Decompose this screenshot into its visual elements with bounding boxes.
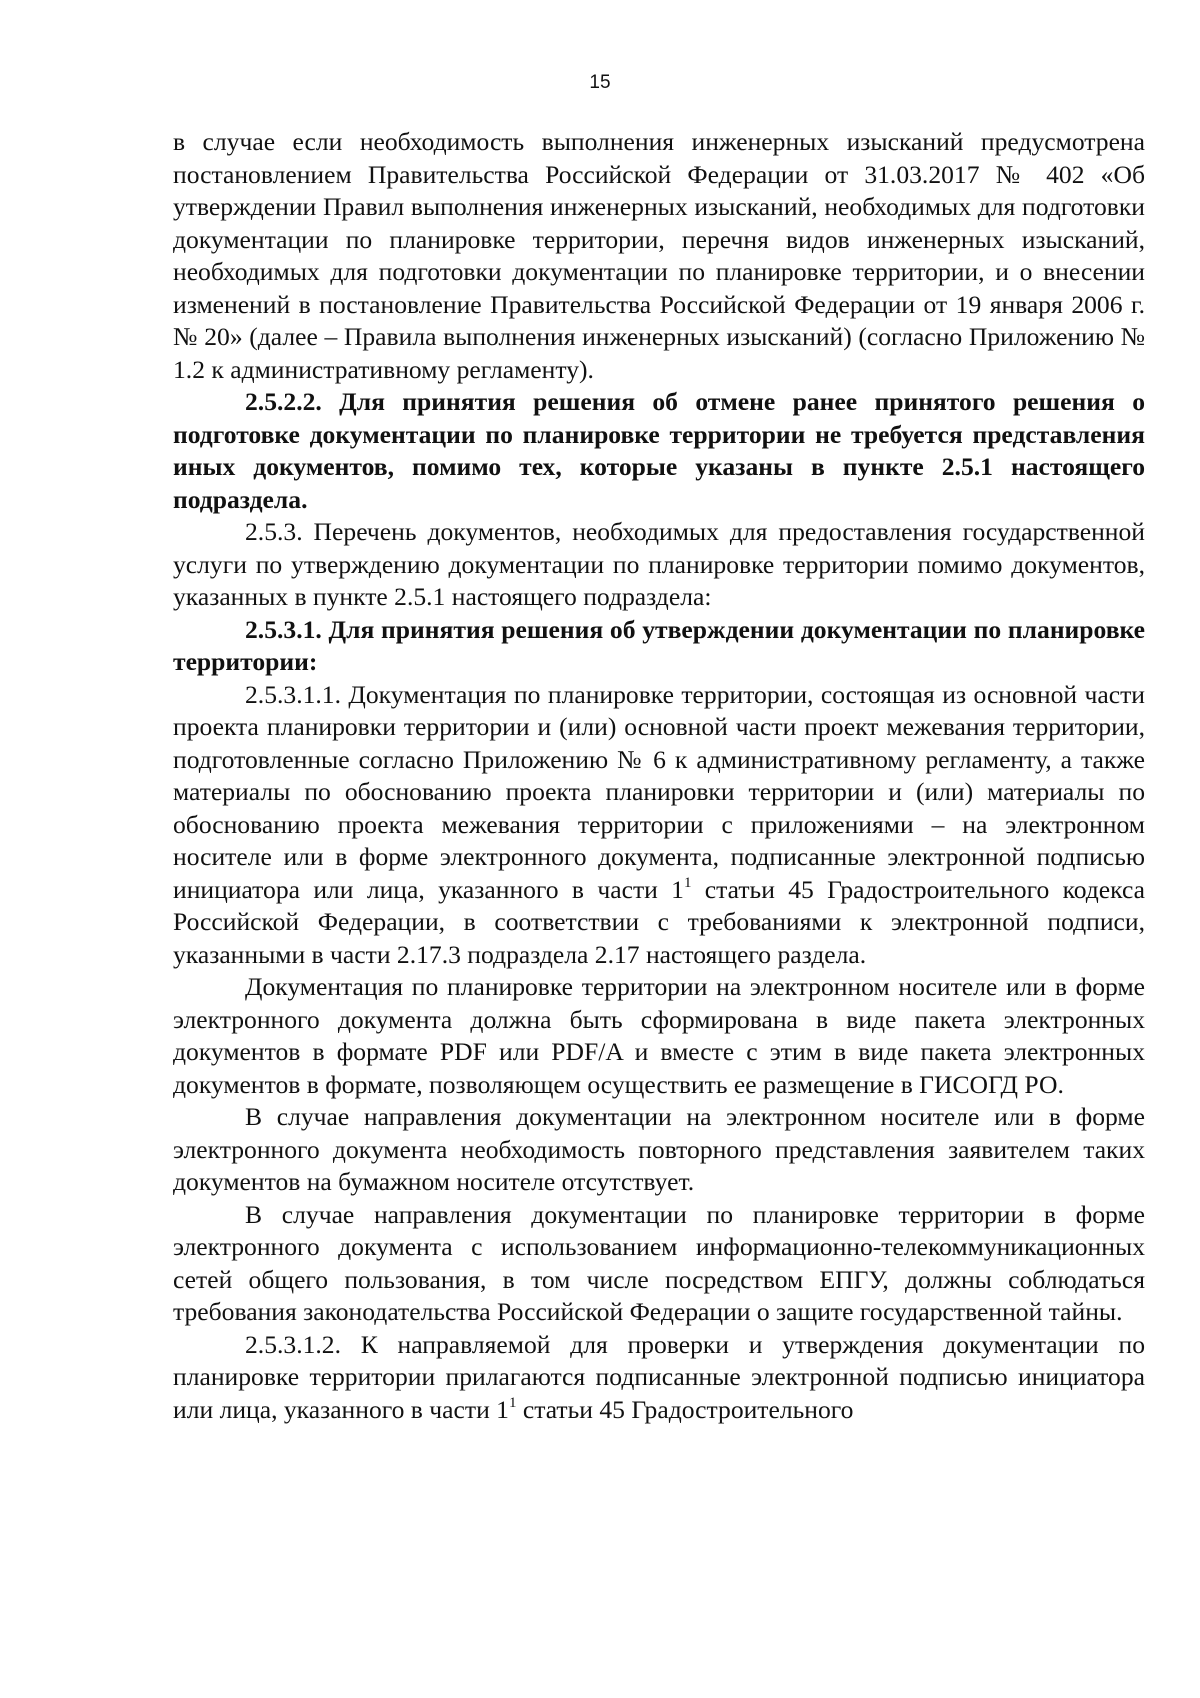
- paragraph-2-5-3-1-1-text-cont: статьи 45 Градостроительного кодекса Российской Федерации, в соответствии с требованиями к электронной подписи, указанными в части 2.17.3 подраздела 2.17 настоящего раздела.: [173, 874, 1145, 969]
- paragraph-2-5-3-1: 2.5.3.1. Для принятия решения об утверждении документации по планировке территории:: [173, 614, 1145, 676]
- superscript: 1: [508, 1394, 517, 1411]
- paragraph-2-5-3-1-1-text: 2.5.3.1.1. Документация по планировке территории, состоящая из основной части проекта планировки территории и (или) основной части проект межевания территории, подготовленные согласно Приложению № 6 к административному регламенту, а также материалы по обоснованию проекта планировки территории и (или) материалы по обоснованию проекта межевания территории с приложениями – на электронном носителе или в форме электронного документа, подписанные электронной подписью инициатора или лица, указанного в части 1: [173, 679, 1145, 904]
- superscript: 1: [683, 874, 692, 891]
- paragraph-2-5-3: 2.5.3. Перечень документов, необходимых для предоставления государственной услуги по утверждению документации по планировке территории помимо документов, указанных в пункте 2.5.1 настоящего подраздела:: [173, 517, 1145, 611]
- paragraph-electronic-carrier: В случае направления документации на электронном носителе или в форме электронного документа необходимость повторного представления заявителем таких документов на бумажном носителе отсутствует.: [173, 1102, 1145, 1196]
- document-body: [173, 126, 1145, 1426]
- paragraph-documentation-format: Документация по планировке территории на электронном носителе или в форме электронного документа должна быть сформирована в виде пакета электронных документов в формате PDF или PDF/A и вместе с этим в виде пакета электронных документов в формате, позволяющем осуществить ее размещение в ГИСОГД РО.: [173, 972, 1145, 1099]
- paragraph-2-5-3-1-2-text-cont: статьи 45 Градостроительного: [516, 1394, 854, 1424]
- page-number: 15: [589, 72, 611, 93]
- paragraph-2-5-3-1-2: [173, 1329, 1145, 1427]
- paragraph-state-secret: В случае направления документации по планировке территории в форме электронного документа с использованием информационно-телекоммуникационных сетей общего пользования, в том числе посредством ЕПГУ, должны соблюдаться требования законодательства Российской Федерации о защите государственной тайны.: [173, 1199, 1145, 1326]
- paragraph-2-5-3-1-2-text: 2.5.3.1.2. К направляемой для проверки и утверждения документации по планировке территории прилагаются подписанные электронной подписью инициатора или лица, указанного в части 1: [173, 1329, 1145, 1424]
- paragraph-2-5-3-1-1: [173, 679, 1145, 972]
- paragraph-2-5-2-2: 2.5.2.2. Для принятия решения об отмене ранее принятого решения о подготовке документации по планировке территории не требуется представления иных документов, помимо тех, которые указаны в пункте 2.5.1 настоящего подраздела.: [173, 387, 1145, 514]
- paragraph-engineering-surveys: в случае если необходимость выполнения инженерных изысканий предусмотрена постановлением Правительства Российской Федерации от 31.03.2017 № 402 «Об утверждении Правил выполнения инженерных изысканий, необходимых для подготовки документации по планировке территории, перечня видов инженерных изысканий, необходимых для подготовки документации по планировке территории, и о внесении изменений в постановление Правительства Российской Федерации от 19 января 2006 г. № 20» (далее – Правила выполнения инженерных изысканий) (согласно Приложению № 1.2 к административному регламенту).: [173, 127, 1145, 384]
